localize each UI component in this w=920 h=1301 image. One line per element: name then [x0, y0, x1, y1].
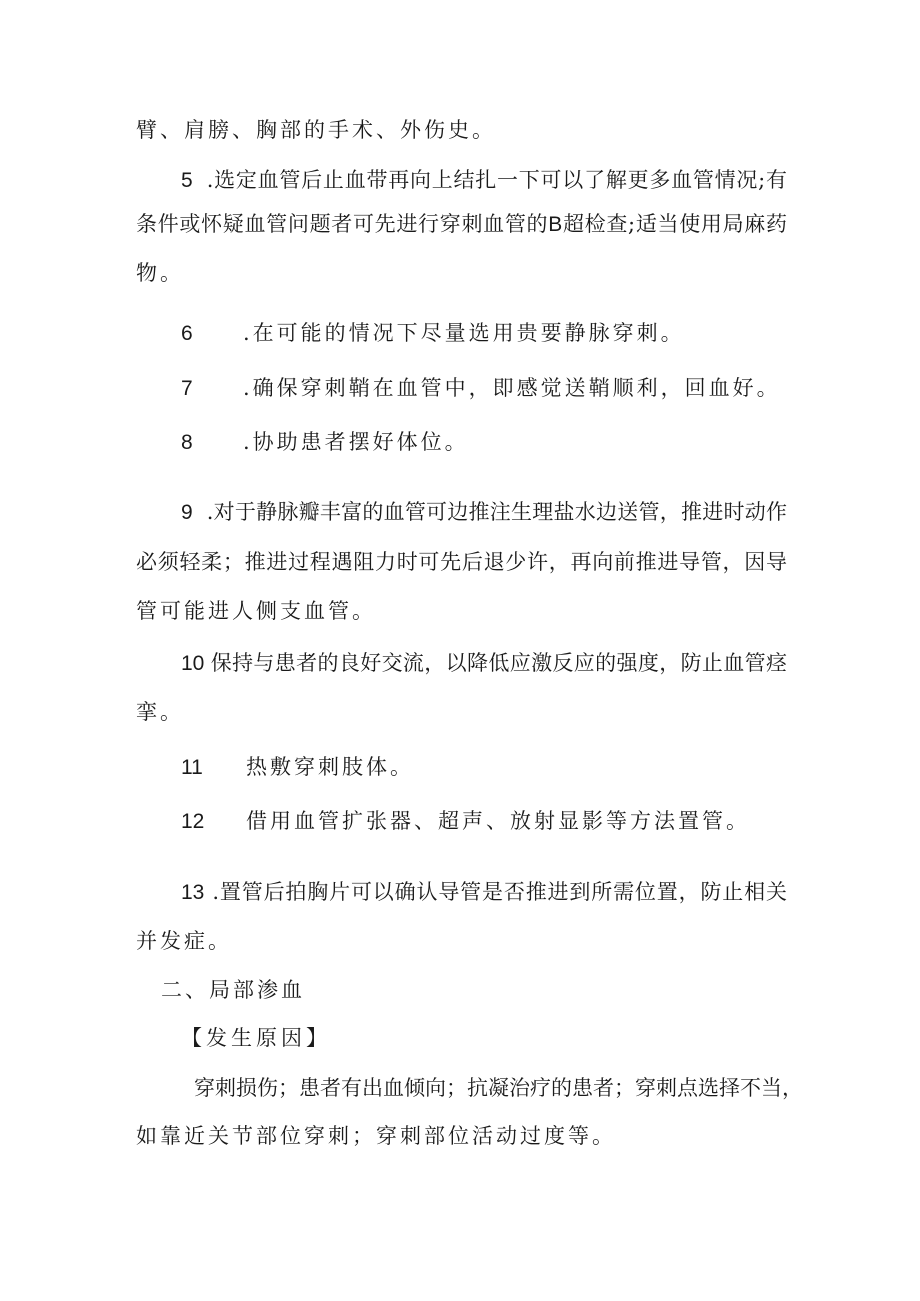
section-heading: 二、局部渗血: [161, 978, 305, 1002]
item-5-line-1: 5 .选定血管后止血带再向上结扎一下可以了解更多血管情况;有: [181, 168, 787, 192]
text-line: 臂、肩膀、胸部的手术、外伤史。: [136, 118, 496, 142]
cause-line-2: 如靠近关节部位穿刺；穿刺部位活动过度等。: [136, 1124, 616, 1148]
item-12: 12 借用血管扩张器、超声、放射显影等方法置管。: [181, 809, 750, 833]
item-9-line-1: 9 .对于静脉瓣丰富的血管可边推注生理盐水边送管，推进时动作: [181, 500, 787, 524]
item-5-line-3: 物。: [136, 261, 184, 285]
item-9-line-3: 管可能进人侧支血管。: [136, 599, 376, 623]
item-7: 7 .确保穿刺鞘在血管中，即感觉送鞘顺利，回血好。: [181, 376, 781, 400]
item-10-line-2: 挛。: [136, 700, 184, 724]
item-9-line-2: 必须轻柔；推进过程遇阻力时可先后退少许，再向前推进导管，因导: [136, 550, 787, 574]
item-10-line-1: 10 保持与患者的良好交流，以降低应激反应的强度，防止血管痉: [181, 651, 787, 675]
item-8: 8 .协助患者摆好体位。: [181, 430, 469, 454]
item-5-line-2: 条件或怀疑血管问题者可先进行穿刺血管的B超检查;适当使用局麻药: [136, 212, 788, 236]
item-11: 11 热敷穿刺肢体。: [181, 755, 414, 779]
cause-heading: 【发生原因】: [181, 1026, 331, 1050]
item-6: 6 .在可能的情况下尽量选用贵要静脉穿刺。: [181, 321, 685, 345]
item-13-line-2: 并发症。: [136, 929, 232, 953]
cause-line-1: 穿刺损伤；患者有出血倾向；抗凝治疗的患者；穿刺点选择不当，: [194, 1076, 803, 1100]
item-13-line-1: 13 .置管后拍胸片可以确认导管是否推进到所需位置，防止相关: [181, 880, 787, 904]
